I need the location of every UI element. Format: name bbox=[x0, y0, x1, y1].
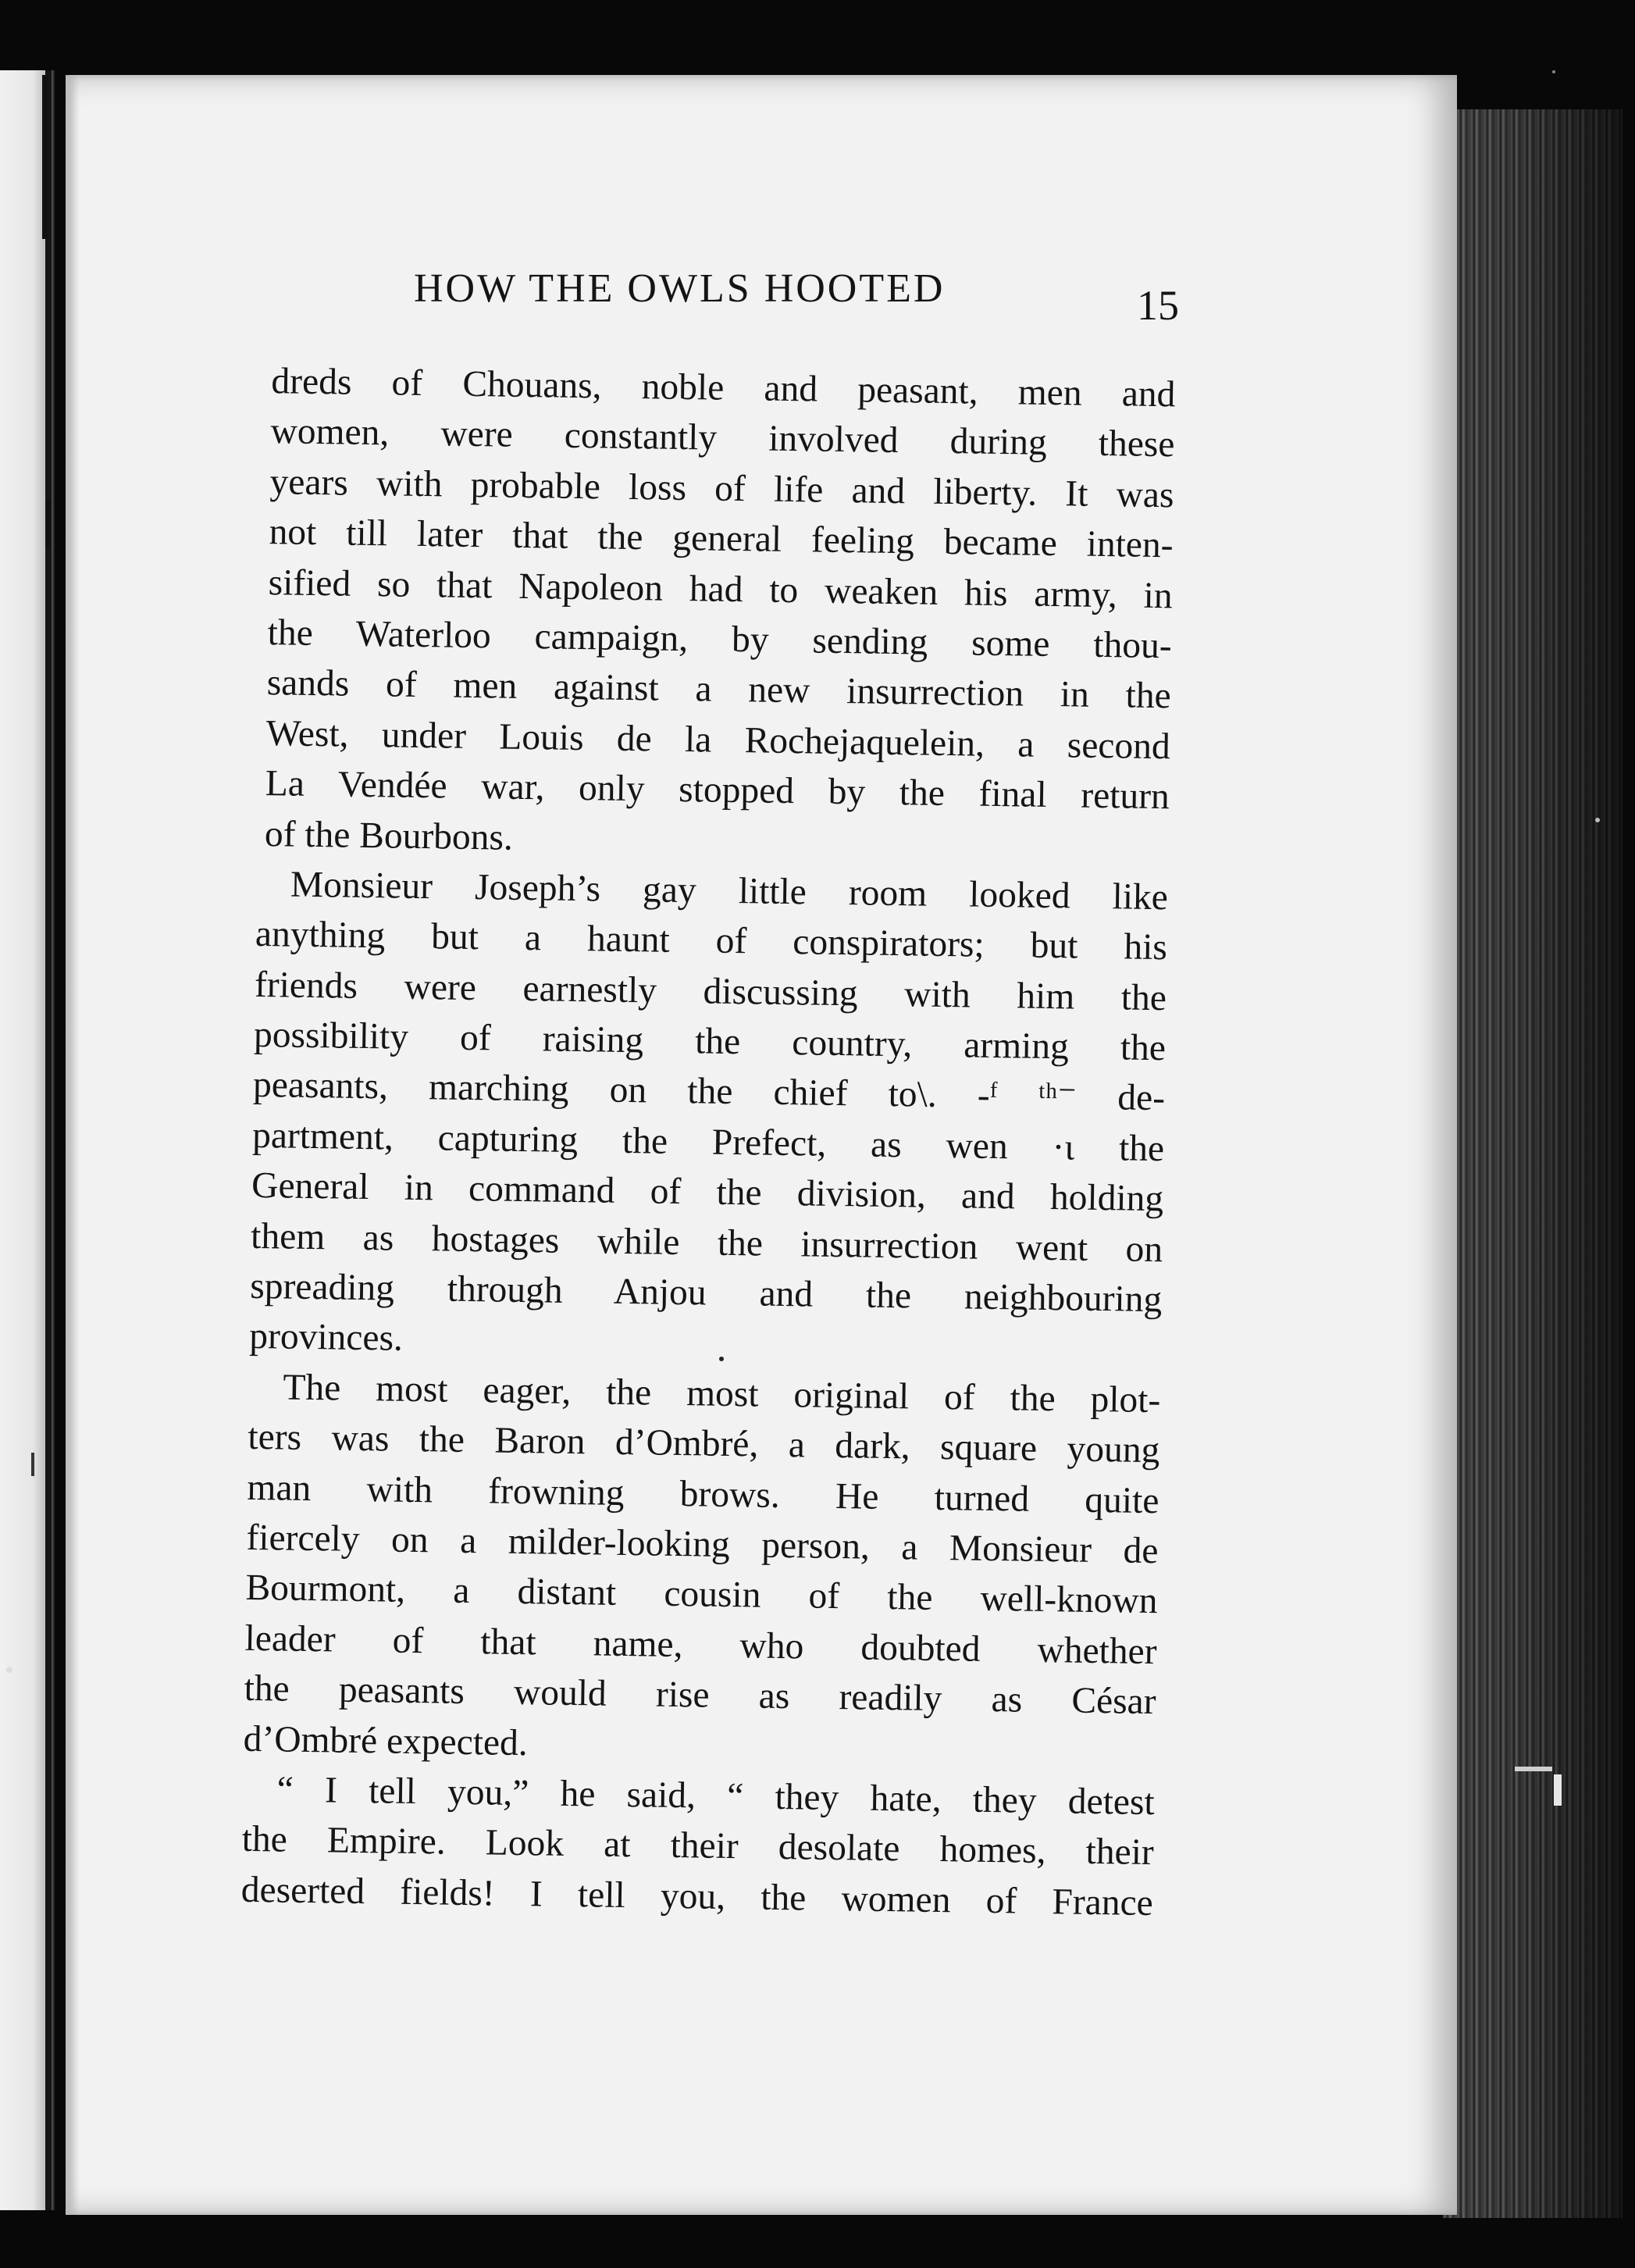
text-line: man with frowning brows. He turned quite bbox=[247, 1467, 1159, 1521]
text-line: d’Ombré expected. bbox=[243, 1718, 529, 1763]
page-gutter-shadow bbox=[66, 75, 80, 2215]
text-line: the Empire. Look at their desolate homes, their bbox=[241, 1819, 1155, 1874]
text-line: West, under Louis de la Rochejaquelein, a second bbox=[265, 712, 1171, 768]
text-line: provinces. bbox=[248, 1316, 404, 1360]
text-line: spreading through Anjou and the neighbouring bbox=[249, 1265, 1163, 1321]
text-line: years with probable loss of life and liberty. It was bbox=[269, 461, 1174, 516]
text-line: Monsieur Joseph’s gay little room looked like bbox=[290, 864, 1169, 918]
text-line: La Vendée war, only stopped by the final return bbox=[265, 763, 1170, 818]
text-line: ters was the Baron d’Ombré, a dark, square young bbox=[248, 1417, 1160, 1471]
page-block-shadow bbox=[1443, 109, 1623, 2218]
page-number: 15 bbox=[1137, 282, 1179, 329]
text-line: leader of that name, who doubted whether bbox=[244, 1617, 1157, 1672]
text-line: possibility of raising the country, arming the bbox=[253, 1014, 1167, 1069]
text-line: Bourmont, a distant cousin of the well-known bbox=[245, 1567, 1158, 1622]
text-line: sands of men against a new insurrection in the bbox=[266, 662, 1172, 717]
text-line: of the Bourbons. bbox=[264, 813, 514, 858]
text-line: The most eager, the most original of the plot- bbox=[283, 1367, 1161, 1421]
body-text bbox=[240, 356, 1175, 1928]
text-line: the Waterloo campaign, by sending some thou- bbox=[267, 612, 1173, 667]
text-line: women, were constantly involved during these bbox=[270, 411, 1175, 465]
text-line: friends were earnestly discussing with him the bbox=[254, 964, 1167, 1018]
running-header: HOW THE OWLS HOOTED bbox=[414, 266, 946, 311]
text-line: fiercely on a milder-looking person, a Monsieur de bbox=[246, 1517, 1159, 1572]
text-line: “ I tell you,” he said, “ they hate, they detest bbox=[276, 1769, 1156, 1824]
text-line: anything but a haunt of conspirators; but his bbox=[255, 914, 1168, 968]
text-line: partment, capturing the Prefect, as wen ·ɩ the bbox=[251, 1114, 1165, 1170]
text-line: dreds of Chouans, noble and peasant, men and bbox=[271, 361, 1176, 415]
text-line: deserted fields! I tell you, the women of France bbox=[240, 1869, 1154, 1924]
text-line: them as hostages while the insurrection went on bbox=[250, 1215, 1163, 1270]
facing-page-edge bbox=[0, 70, 55, 2210]
text-line: sified so that Napoleon had to weaken his army, in bbox=[268, 562, 1173, 616]
text-line: General in command of the division, and holding bbox=[251, 1165, 1164, 1220]
text-line: peasants, marching on the chief to\. -ᶠ ᵗʰ⁻ de- bbox=[252, 1064, 1166, 1119]
text-line: the peasants would rise as readily as César bbox=[244, 1667, 1156, 1723]
text-line: not till later that the general feeling became inten- bbox=[269, 512, 1174, 566]
